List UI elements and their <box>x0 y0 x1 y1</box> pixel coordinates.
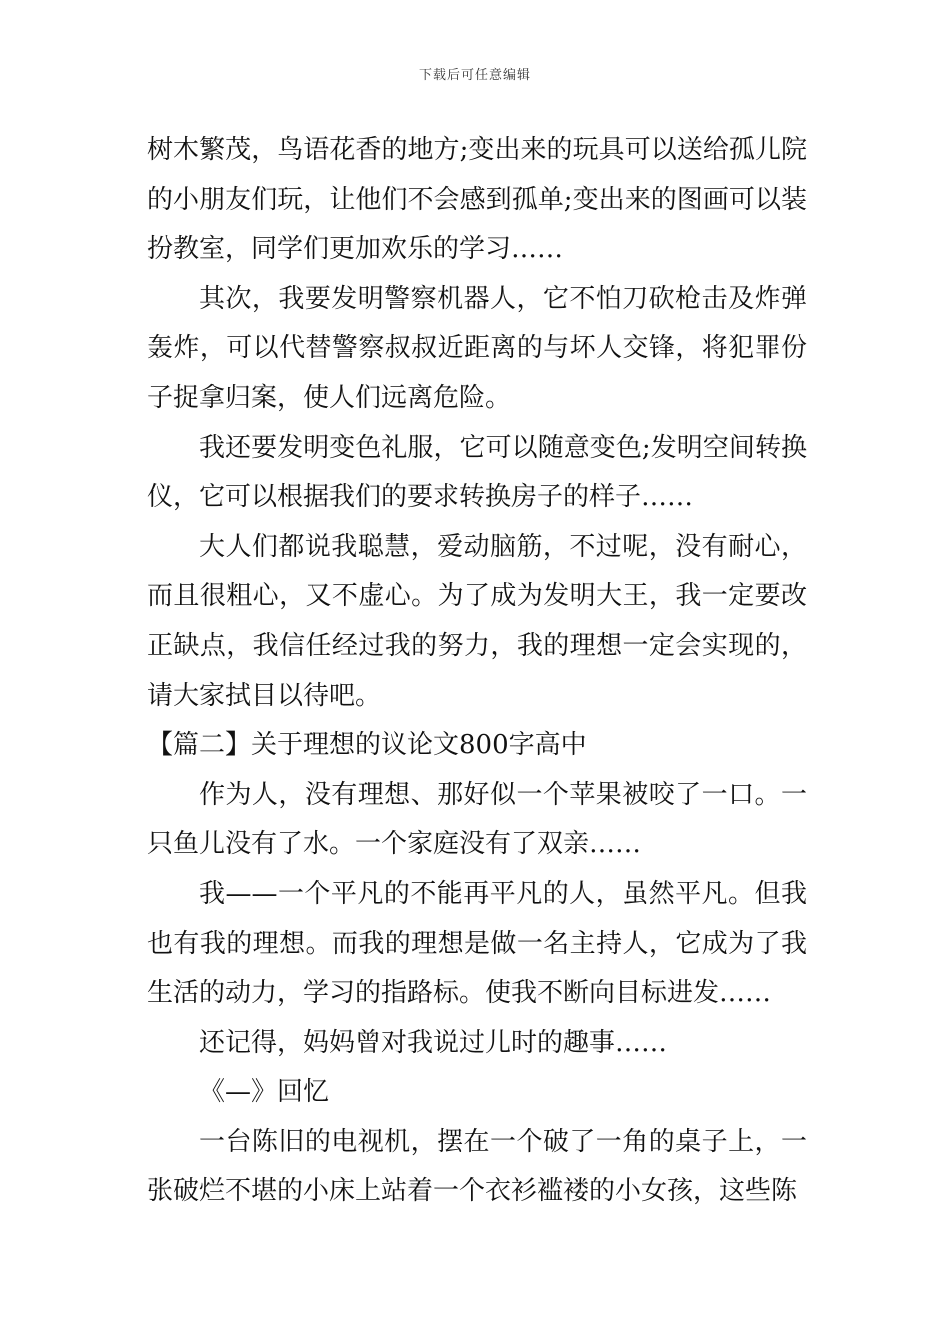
paragraph-adults-say: 大人们都说我聪慧，爱动脑筋，不过呢，没有耐心，而且很粗心，又不虚心。为了成为发明大王，我一定要改正缺点，我信任经过我的努力，我的理想一定会实现的，请大家拭目以待吧。 <box>147 531 807 711</box>
paragraph-my-ideal: 我——一个平凡的不能再平凡的人，虽然平凡。但我也有我的理想。而我的理想是做一名主持人，它成为了我生活的动力，学习的指路标。使我不断向目标进发…… <box>147 878 807 1009</box>
document-body <box>147 126 807 1217</box>
paragraph-continuation: 树木繁茂，鸟语花香的地方;变出来的玩具可以送给孤儿院的小朋友们玩，让他们不会感到孤单;变出来的图画可以装扮教室，同学们更加欢乐的学习…… <box>147 135 807 265</box>
paragraph-color-dress: 我还要发明变色礼服，它可以随意变色;发明空间转换仪，它可以根据我们的要求转换房子的样子…… <box>147 432 807 513</box>
paragraph-old-tv: 一台陈旧的电视机，摆在一个破了一角的桌子上，一张破烂不堪的小床上站着一个衣衫褴褛的小女孩，这些陈 <box>147 1126 807 1207</box>
subheading-memory: 《—》回忆 <box>199 1077 330 1108</box>
paragraph-as-a-person: 作为人，没有理想、那好似一个苹果被咬了一口。一只鱼儿没有了水。一个家庭没有了双亲…… <box>147 779 807 860</box>
paragraph-remember: 还记得，妈妈曾对我说过儿时的趣事…… <box>199 1027 668 1058</box>
section-heading: 【篇二】关于理想的议论文800字高中 <box>147 730 587 761</box>
page-header: 下载后可任意编辑 <box>418 68 531 83</box>
paragraph-police-robot: 其次，我要发明警察机器人，它不怕刀砍枪击及炸弹轰炸，可以代替警察叔叔近距离的与坏人交锋，将犯罪份子捉拿归案，使人们远离危险。 <box>147 283 807 413</box>
